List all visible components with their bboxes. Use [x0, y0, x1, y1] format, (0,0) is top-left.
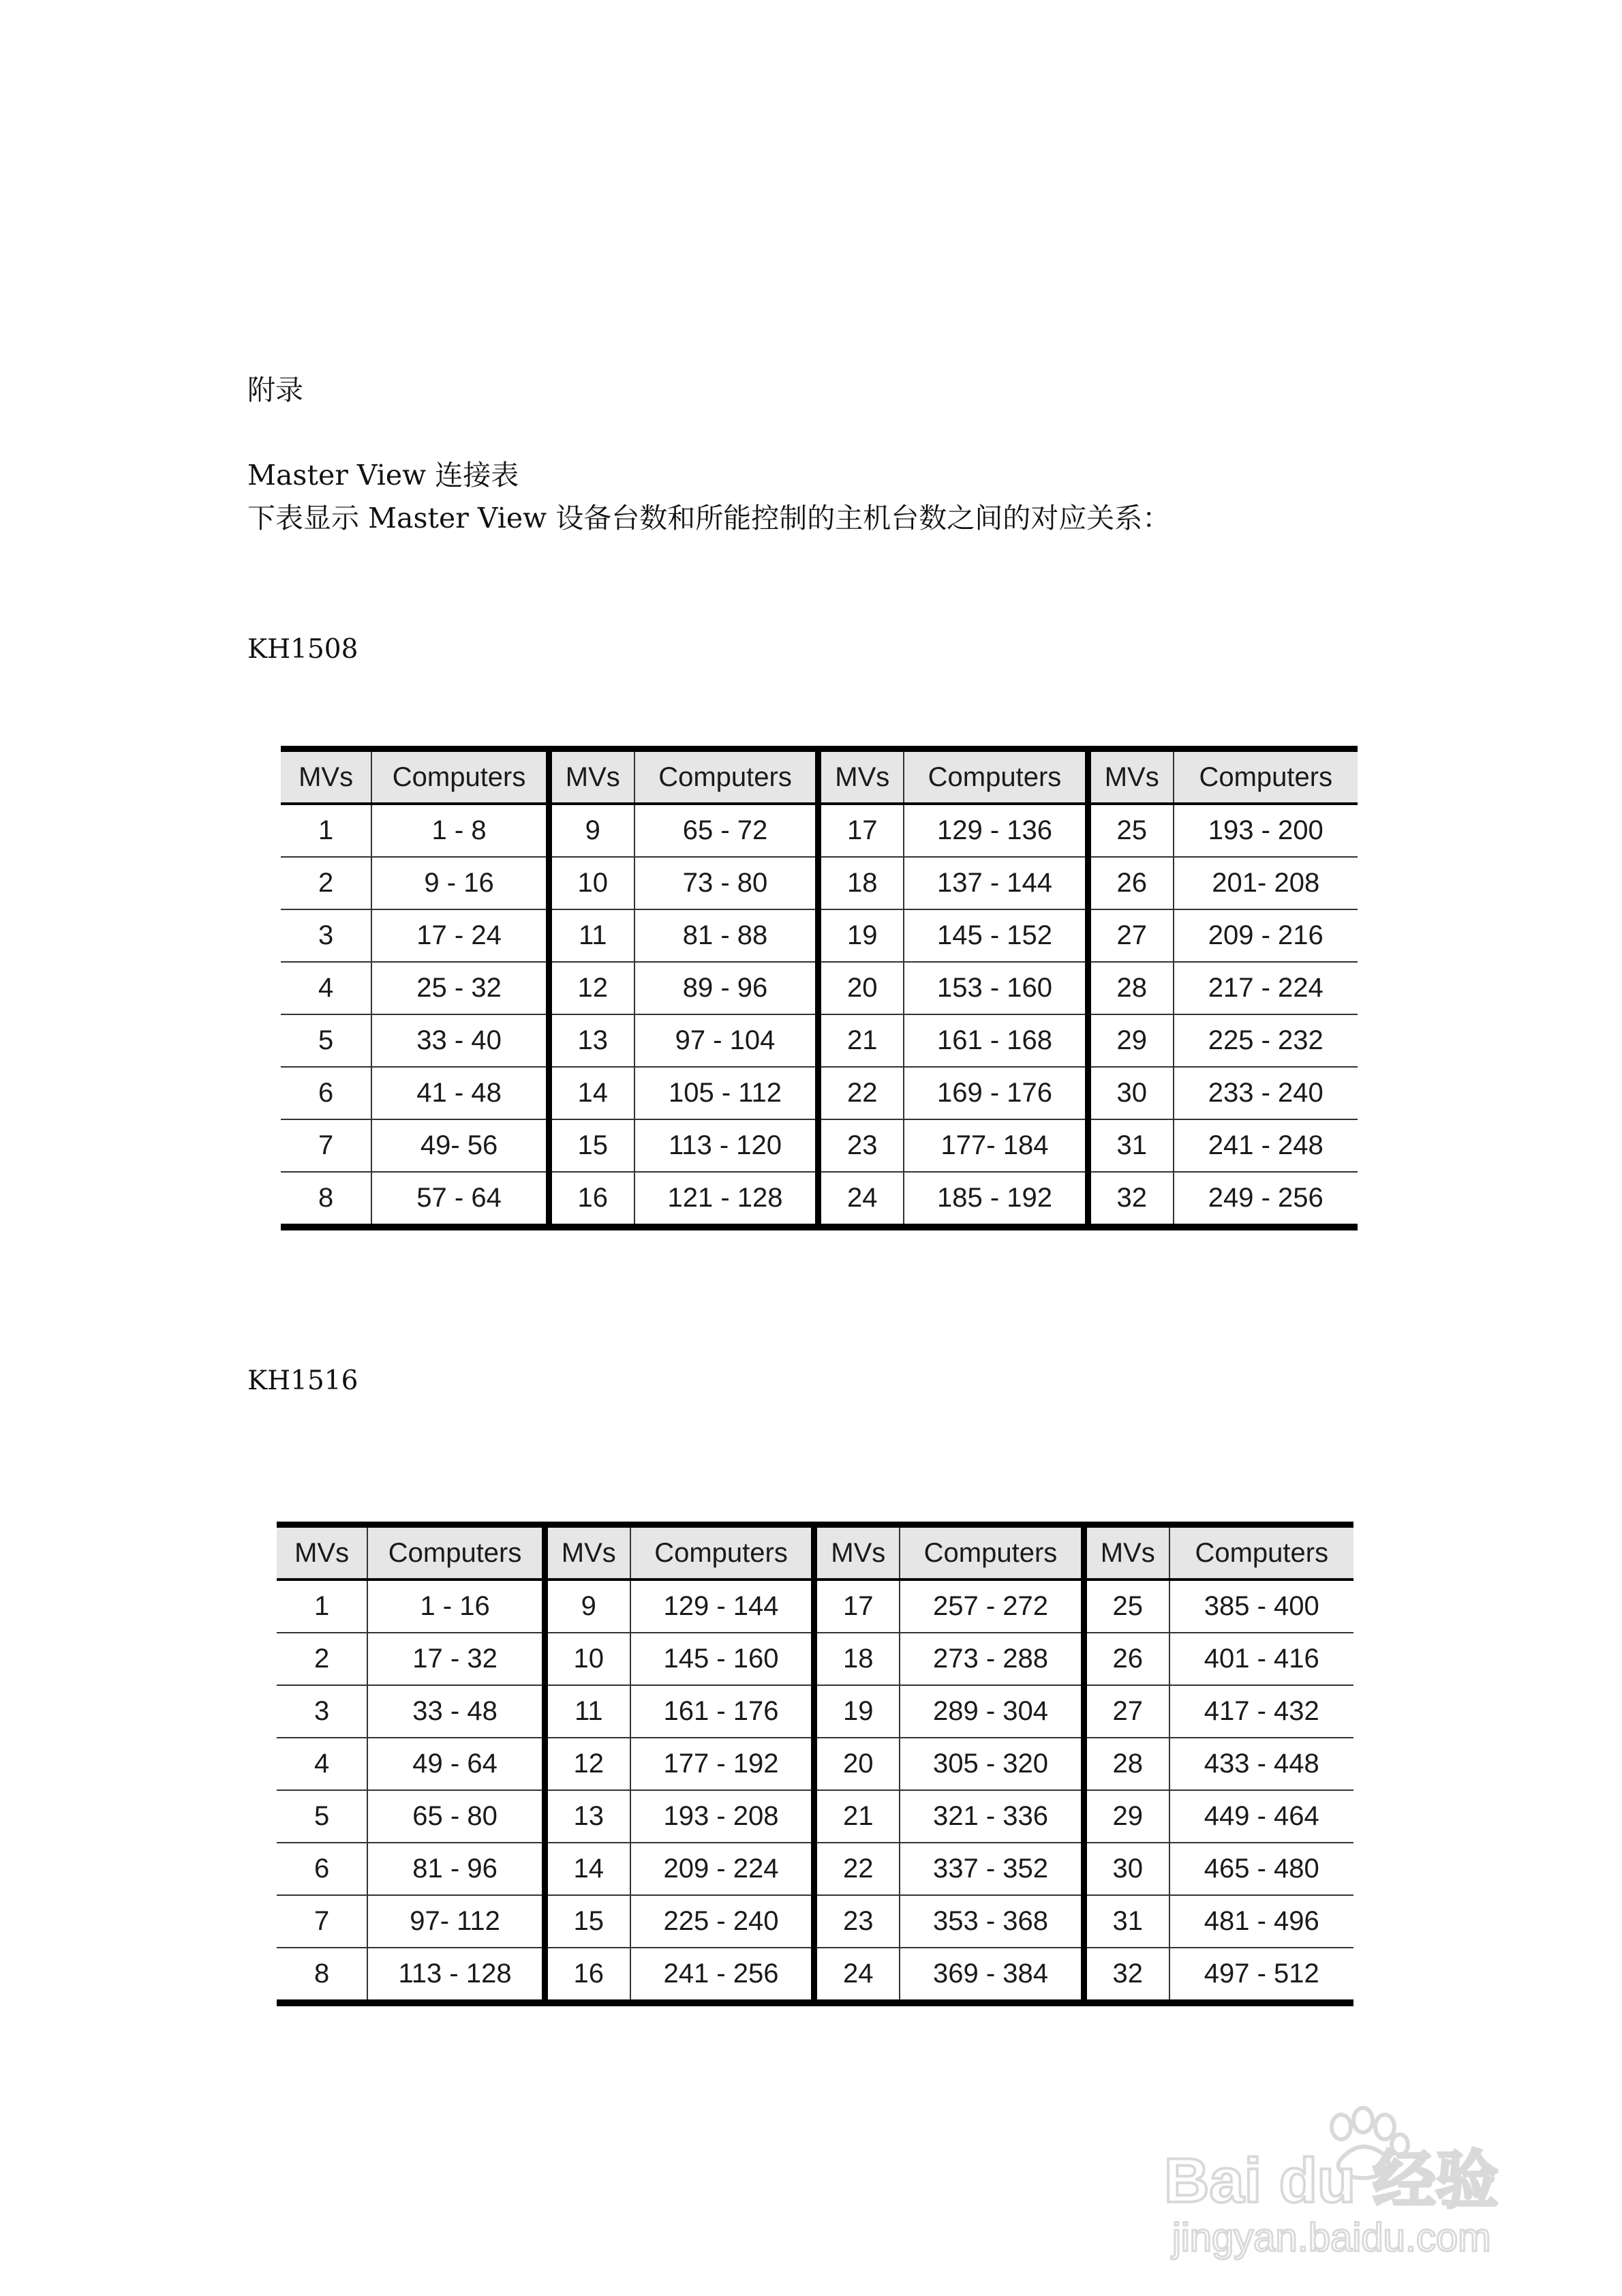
mvs-cell: 11: [549, 909, 634, 962]
computers-cell: 113 - 128: [367, 1948, 545, 2003]
table-row: [281, 1067, 1358, 1119]
table-row: [277, 1633, 1353, 1685]
computers-cell: 17 - 24: [371, 909, 549, 962]
computers-cell: 9 - 16: [371, 857, 549, 909]
table-row: [277, 1895, 1353, 1948]
mvs-cell: 15: [545, 1895, 630, 1948]
computers-cell: 497 - 512: [1169, 1948, 1353, 2003]
mvs-cell: 15: [549, 1119, 634, 1172]
table-row: [277, 1580, 1353, 1633]
header-mvs: MVs: [549, 749, 634, 804]
mvs-cell: 32: [1088, 1172, 1173, 1227]
computers-cell: 449 - 464: [1169, 1790, 1353, 1843]
mvs-cell: 14: [545, 1843, 630, 1895]
mvs-cell: 30: [1088, 1067, 1173, 1119]
header-mvs: MVs: [1088, 749, 1173, 804]
mvs-cell: 27: [1084, 1685, 1169, 1738]
mvs-cell: 25: [1088, 804, 1173, 857]
computers-cell: 57 - 64: [371, 1172, 549, 1227]
mvs-cell: 13: [549, 1014, 634, 1067]
header-computers: Computers: [900, 1525, 1084, 1580]
table-row: [281, 1172, 1358, 1227]
mvs-cell: 23: [818, 1119, 904, 1172]
mvs-cell: 31: [1088, 1119, 1173, 1172]
table-header-row: [277, 1525, 1353, 1580]
computers-cell: 145 - 160: [630, 1633, 814, 1685]
mvs-cell: 7: [277, 1895, 367, 1948]
mvs-cell: 19: [814, 1685, 900, 1738]
connection-table-kh1508: [281, 746, 1358, 1230]
computers-cell: 169 - 176: [904, 1067, 1088, 1119]
computers-cell: 209 - 216: [1174, 909, 1358, 962]
mvs-cell: 26: [1084, 1633, 1169, 1685]
computers-cell: 177 - 192: [630, 1738, 814, 1790]
computers-cell: 89 - 96: [634, 962, 818, 1014]
mvs-cell: 12: [549, 962, 634, 1014]
computers-cell: 177- 184: [904, 1119, 1088, 1172]
computers-cell: 241 - 248: [1174, 1119, 1358, 1172]
mvs-cell: 2: [281, 857, 371, 909]
computers-cell: 225 - 232: [1174, 1014, 1358, 1067]
section-title: Master View 连接表: [247, 459, 519, 492]
computers-cell: 97- 112: [367, 1895, 545, 1948]
computers-cell: 289 - 304: [900, 1685, 1084, 1738]
computers-cell: 161 - 176: [630, 1685, 814, 1738]
computers-cell: 433 - 448: [1169, 1738, 1353, 1790]
mvs-cell: 22: [814, 1843, 900, 1895]
computers-cell: 121 - 128: [634, 1172, 818, 1227]
mvs-cell: 17: [814, 1580, 900, 1633]
mvs-cell: 29: [1084, 1790, 1169, 1843]
header-mvs: MVs: [545, 1525, 630, 1580]
watermark-brand: Bai du 经验: [1164, 2146, 1499, 2216]
computers-cell: 161 - 168: [904, 1014, 1088, 1067]
computers-cell: 145 - 152: [904, 909, 1088, 962]
computers-cell: 385 - 400: [1169, 1580, 1353, 1633]
computers-cell: 73 - 80: [634, 857, 818, 909]
mvs-cell: 21: [814, 1790, 900, 1843]
computers-cell: 81 - 88: [634, 909, 818, 962]
computers-cell: 353 - 368: [900, 1895, 1084, 1948]
mvs-cell: 27: [1088, 909, 1173, 962]
mvs-cell: 20: [818, 962, 904, 1014]
computers-cell: 1 - 8: [371, 804, 549, 857]
mvs-cell: 16: [545, 1948, 630, 2003]
computers-cell: 321 - 336: [900, 1790, 1084, 1843]
computers-cell: 49- 56: [371, 1119, 549, 1172]
computers-cell: 49 - 64: [367, 1738, 545, 1790]
table-row: [277, 1685, 1353, 1738]
computers-cell: 65 - 72: [634, 804, 818, 857]
header-mvs: MVs: [1084, 1525, 1169, 1580]
mvs-cell: 32: [1084, 1948, 1169, 2003]
computers-cell: 417 - 432: [1169, 1685, 1353, 1738]
mvs-cell: 3: [277, 1685, 367, 1738]
header-computers: Computers: [634, 749, 818, 804]
computers-cell: 33 - 40: [371, 1014, 549, 1067]
header-mvs: MVs: [277, 1525, 367, 1580]
table-row: [281, 1119, 1358, 1172]
computers-cell: 81 - 96: [367, 1843, 545, 1895]
mvs-cell: 26: [1088, 857, 1173, 909]
mvs-cell: 24: [818, 1172, 904, 1227]
computers-cell: 217 - 224: [1174, 962, 1358, 1014]
computers-cell: 105 - 112: [634, 1067, 818, 1119]
header-computers: Computers: [904, 749, 1088, 804]
computers-cell: 137 - 144: [904, 857, 1088, 909]
mvs-cell: 28: [1084, 1738, 1169, 1790]
computers-cell: 33 - 48: [367, 1685, 545, 1738]
mvs-cell: 10: [549, 857, 634, 909]
mvs-cell: 6: [277, 1843, 367, 1895]
mvs-cell: 29: [1088, 1014, 1173, 1067]
computers-cell: 369 - 384: [900, 1948, 1084, 2003]
model-label-kh1516: KH1516: [247, 1365, 358, 1396]
mvs-cell: 22: [818, 1067, 904, 1119]
mvs-cell: 4: [281, 962, 371, 1014]
baidu-jingyan-watermark: [1159, 2100, 1540, 2263]
mvs-cell: 9: [545, 1580, 630, 1633]
mvs-cell: 1: [277, 1580, 367, 1633]
computers-cell: 129 - 144: [630, 1580, 814, 1633]
mvs-cell: 18: [814, 1633, 900, 1685]
header-mvs: MVs: [818, 749, 904, 804]
mvs-cell: 14: [549, 1067, 634, 1119]
mvs-cell: 5: [277, 1790, 367, 1843]
table-row: [281, 962, 1358, 1014]
mvs-cell: 30: [1084, 1843, 1169, 1895]
table-row: [281, 909, 1358, 962]
table-row: [277, 1948, 1353, 2003]
paw-logo-icon: [1159, 2100, 1540, 2263]
table-header-row: [281, 749, 1358, 804]
computers-cell: 1 - 16: [367, 1580, 545, 1633]
computers-cell: 185 - 192: [904, 1172, 1088, 1227]
mvs-cell: 25: [1084, 1580, 1169, 1633]
computers-cell: 129 - 136: [904, 804, 1088, 857]
computers-cell: 97 - 104: [634, 1014, 818, 1067]
mvs-cell: 18: [818, 857, 904, 909]
mvs-cell: 11: [545, 1685, 630, 1738]
mvs-cell: 8: [313, 1959, 330, 1989]
mvs-cell: 10: [545, 1633, 630, 1685]
computers-cell: 465 - 480: [1169, 1843, 1353, 1895]
header-computers: Computers: [1174, 749, 1358, 804]
computers-cell: 273 - 288: [900, 1633, 1084, 1685]
header-computers: Computers: [1169, 1525, 1353, 1580]
computers-cell: 305 - 320: [900, 1738, 1084, 1790]
mvs-cell: 24: [814, 1948, 900, 2003]
mvs-cell: 6: [281, 1067, 371, 1119]
header-computers: Computers: [630, 1525, 814, 1580]
computers-cell: 201- 208: [1174, 857, 1358, 909]
appendix-heading: 附录: [247, 374, 303, 406]
computers-cell: 25 - 32: [371, 962, 549, 1014]
table-row: [281, 857, 1358, 909]
computers-cell: 257 - 272: [900, 1580, 1084, 1633]
mvs-cell: 8: [318, 1183, 334, 1213]
computers-cell: 209 - 224: [630, 1843, 814, 1895]
header-computers: Computers: [371, 749, 549, 804]
header-mvs: MVs: [281, 749, 371, 804]
computers-cell: 17 - 32: [367, 1633, 545, 1685]
mvs-cell: 23: [814, 1895, 900, 1948]
computers-cell: 113 - 120: [634, 1119, 818, 1172]
mvs-cell: 20: [814, 1738, 900, 1790]
header-computers: Computers: [367, 1525, 545, 1580]
mvs-cell: 31: [1084, 1895, 1169, 1948]
computers-cell: 41 - 48: [371, 1067, 549, 1119]
mvs-cell: 28: [1088, 962, 1173, 1014]
table-row: [277, 1738, 1353, 1790]
mvs-cell: 12: [545, 1738, 630, 1790]
table-row: [277, 1790, 1353, 1843]
table-row: [281, 1014, 1358, 1067]
header-mvs: MVs: [814, 1525, 900, 1580]
mvs-cell: 2: [277, 1633, 367, 1685]
mvs-cell: 21: [818, 1014, 904, 1067]
mvs-cell: 9: [549, 804, 634, 857]
connection-table-kh1516: [277, 1522, 1353, 2006]
mvs-cell: 3: [281, 909, 371, 962]
model-label-kh1508: KH1508: [247, 634, 358, 665]
mvs-cell: 7: [281, 1119, 371, 1172]
computers-cell: 153 - 160: [904, 962, 1088, 1014]
watermark-url: jingyan.baidu.com: [1172, 2216, 1491, 2260]
mvs-cell: 13: [545, 1790, 630, 1843]
computers-cell: 481 - 496: [1169, 1895, 1353, 1948]
section-description: 下表显示 Master View 设备台数和所能控制的主机台数之间的对应关系：: [247, 502, 1171, 534]
computers-cell: 401 - 416: [1169, 1633, 1353, 1685]
computers-cell: 193 - 200: [1174, 804, 1358, 857]
mvs-cell: 4: [277, 1738, 367, 1790]
computers-cell: 233 - 240: [1174, 1067, 1358, 1119]
computers-cell: 241 - 256: [630, 1948, 814, 2003]
computers-cell: 249 - 256: [1174, 1172, 1358, 1227]
table-row: [277, 1843, 1353, 1895]
mvs-cell: 19: [818, 909, 904, 962]
mvs-cell: 1: [281, 804, 371, 857]
mvs-cell: 17: [818, 804, 904, 857]
mvs-cell: 16: [549, 1172, 634, 1227]
computers-cell: 65 - 80: [367, 1790, 545, 1843]
computers-cell: 337 - 352: [900, 1843, 1084, 1895]
computers-cell: 225 - 240: [630, 1895, 814, 1948]
table-row: [281, 804, 1358, 857]
mvs-cell: 5: [281, 1014, 371, 1067]
computers-cell: 193 - 208: [630, 1790, 814, 1843]
